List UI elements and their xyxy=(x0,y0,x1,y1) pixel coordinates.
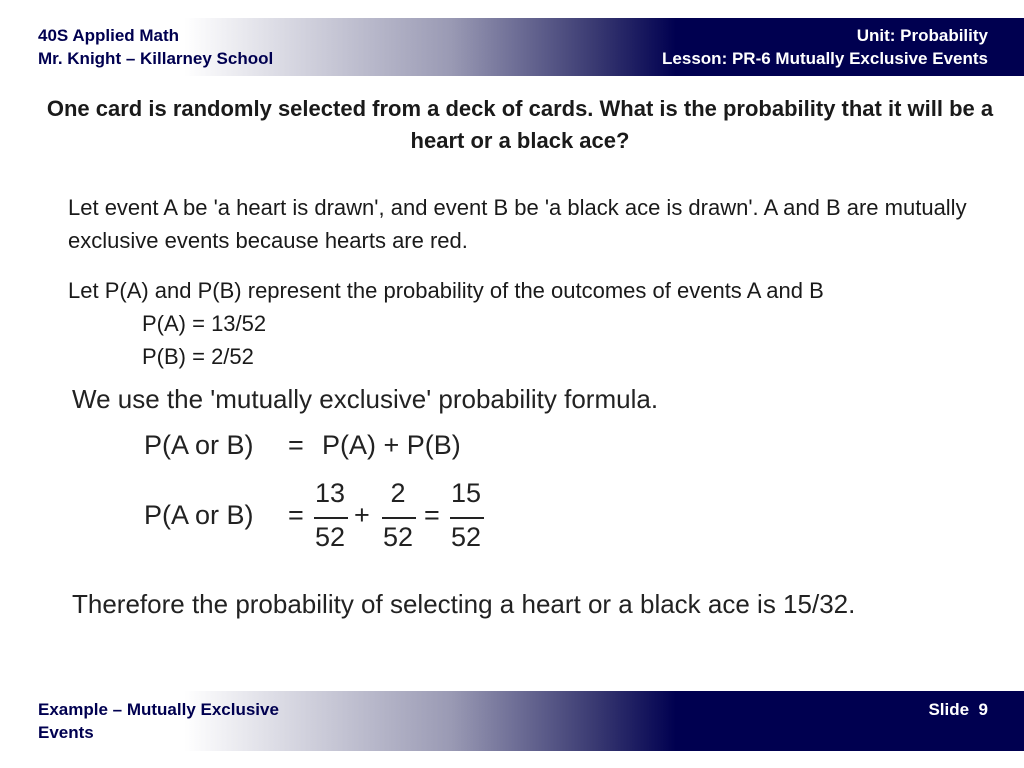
pb-value: P(B) = 2/52 xyxy=(142,344,254,369)
slide-number xyxy=(928,698,988,721)
conclusion-text: Therefore the probability of selecting a heart or a black ace is 15/32. xyxy=(72,589,856,619)
fraction-3-numerator: 15 xyxy=(450,478,482,508)
events-definition: Let event A be 'a heart is drawn', and event B be 'a black ace is drawn'. A and B are mutually exclusive events because hearts are red. xyxy=(68,195,967,253)
course-title: 40S Applied Math xyxy=(38,26,180,45)
formula-lhs-2: P(A or B) xyxy=(144,500,254,530)
teacher-name: Mr. Knight – Killarney School xyxy=(38,49,274,68)
lesson-title: Lesson: PR-6 Mutually Exclusive Events xyxy=(662,49,988,68)
unit-title: Unit: Probability xyxy=(856,26,988,45)
fraction-2-denominator: 52 xyxy=(382,522,414,552)
formula-intro: We use the 'mutually exclusive' probability formula. xyxy=(72,384,659,414)
fraction-2-bar xyxy=(382,517,416,519)
fraction-1-numerator: 13 xyxy=(314,478,346,508)
footer-title-line2: Events xyxy=(38,723,94,742)
formula-lhs: P(A or B) xyxy=(144,430,254,460)
formula-rhs: P(A) + P(B) xyxy=(322,430,461,460)
formula-plus: + xyxy=(354,500,370,530)
formula-equals-2: = xyxy=(288,500,304,530)
question-text: One card is randomly selected from a deck of cards. What is the probability that it will be a heart or a black ace? xyxy=(46,96,994,153)
formula-equals-3: = xyxy=(424,500,440,530)
fraction-2-numerator: 2 xyxy=(390,478,406,508)
slide-label: Slide xyxy=(928,700,970,719)
fraction-1-denominator: 52 xyxy=(314,522,346,552)
represent-text: Let P(A) and P(B) represent the probability of the outcomes of events A and B xyxy=(68,278,824,303)
formula-equals: = xyxy=(288,430,304,460)
fraction-3-bar xyxy=(450,517,484,519)
fraction-3-denominator: 52 xyxy=(450,522,482,552)
footer-title-line1: Example – Mutually Exclusive xyxy=(38,700,279,719)
pa-value: P(A) = 13/52 xyxy=(142,311,267,336)
fraction-1-bar xyxy=(314,517,348,519)
slide-number-value: 9 xyxy=(978,700,988,719)
